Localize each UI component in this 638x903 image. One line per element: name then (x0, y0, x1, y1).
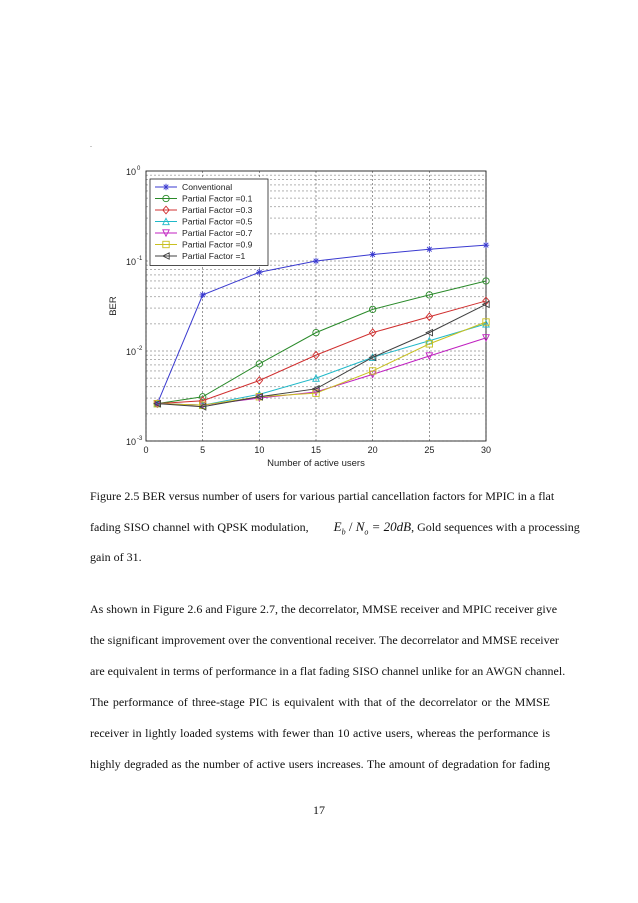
x-tick-label: 5 (200, 445, 206, 455)
body-line-5: receiver in lightly loaded systems with fewer than 10 active users, whereas the performance is (90, 726, 550, 740)
page-number: 17 (313, 803, 325, 817)
body-line-6: highly degraded as the number of active users increases. The amount of degradation for fading (90, 757, 550, 771)
y-tick-label: 10 (125, 347, 136, 357)
x-tick-label: 10 (254, 445, 265, 455)
data-point (369, 251, 375, 257)
caption-text-after-formula: , Gold sequences with a processing (411, 520, 580, 534)
x-tick-label: 20 (367, 445, 378, 455)
x-tick-label: 30 (480, 445, 492, 455)
y-tick-label: 10 (125, 257, 136, 267)
formula-o: o (364, 527, 369, 537)
legend-entry: Partial Factor =0.1 (182, 193, 253, 204)
data-point (483, 242, 489, 248)
y-tick-label: 10 (125, 437, 136, 447)
figure-caption-line-3: gain of 31. (90, 550, 142, 564)
data-point (313, 258, 319, 264)
y-tick-label: 10 (125, 167, 136, 177)
formula-value: = 20dB (368, 519, 412, 534)
y-tick-exponent: -3 (137, 436, 143, 442)
legend-marker (163, 184, 169, 190)
data-point (199, 292, 205, 298)
data-point (426, 246, 432, 252)
y-axis-label: BER (108, 296, 119, 316)
legend-entry: Partial Factor =0.7 (182, 228, 253, 239)
legend-entry: Partial Factor =0.9 (182, 239, 253, 250)
x-tick-label: 15 (310, 445, 322, 455)
legend-entry: Partial Factor =0.3 (182, 205, 253, 216)
stray-mark: . (90, 140, 92, 149)
y-tick-exponent: -1 (137, 256, 143, 262)
snr-formula (333, 519, 412, 537)
formula-e: E (333, 519, 342, 534)
ber-figure (100, 155, 510, 475)
x-tick-label: 25 (424, 445, 435, 455)
body-line-4: The performance of three-stage PIC is equivalent with that of the decorrelator or the MMSE (90, 695, 550, 709)
ber-chart (100, 155, 510, 475)
legend-entry: Conventional (182, 182, 233, 193)
y-tick-exponent: 0 (137, 166, 141, 172)
body-line-1: As shown in Figure 2.6 and Figure 2.7, the decorrelator, MMSE receiver and MPIC receiver give (90, 602, 558, 616)
body-line-2: the significant improvement over the conventional receiver. The decorrelator and MMSE receiver (90, 633, 559, 647)
legend-entry: Partial Factor =1 (182, 251, 246, 262)
x-axis-label: Number of active users (267, 458, 365, 469)
legend-entry: Partial Factor =0.5 (182, 216, 253, 227)
x-tick-label: 0 (143, 445, 149, 455)
figure-caption-line-2 (90, 519, 580, 540)
formula-slash: / (345, 519, 356, 534)
y-tick-exponent: -2 (137, 346, 143, 352)
figure-caption-line-1: Figure 2.5 BER versus number of users for various partial cancellation factors for MPIC in a flat (90, 489, 555, 503)
body-line-3: are equivalent in terms of performance in a flat fading SISO channel unlike for an AWGN channel. (90, 664, 566, 678)
caption-text-before-formula: fading SISO channel with QPSK modulation, (90, 520, 309, 534)
formula-n: N (355, 519, 365, 534)
data-point (256, 269, 262, 275)
formula-b: b (341, 527, 346, 537)
